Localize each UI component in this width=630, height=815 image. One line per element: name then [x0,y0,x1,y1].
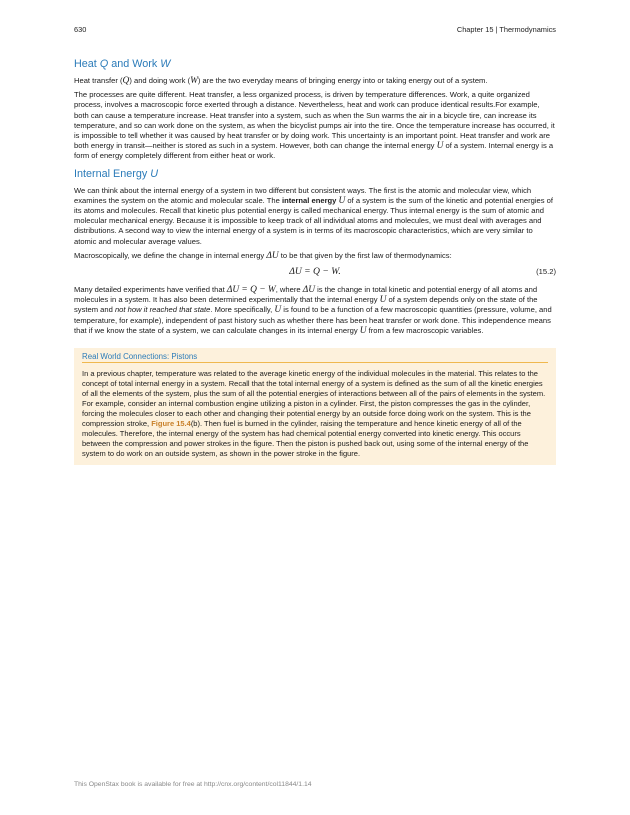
callout-title: Real World Connections: Pistons [82,351,548,363]
math-u: U [274,305,282,316]
math-q: Q [122,76,130,86]
text: Heat transfer ( [74,76,123,85]
text: Many detailed experiments have verified that [74,285,227,295]
text: from a few macroscopic variables. [366,325,484,335]
text: (b). Then fuel is burned in the cylinder, raising the temperature and hence kinetic energy of all of the molecules. Therefore, the internal energy of the system has had chemical potential energy converted into kinetic energy. This occurs between the compression and power strokes in the figure. Then the piston is pushed back out, using some of the internal energy of the system to do work on an outside system, as shown in the power stroke in the figure. [82,419,529,459]
text: Macroscopically, we define the change in internal energy [74,250,267,260]
text: , where [275,285,303,295]
callout-paragraph [82,369,548,459]
text: ) are the two everyday means of bringing energy into or taking energy out of a system. [197,76,488,85]
math-u: U [436,141,444,152]
math-u: U [338,195,346,206]
text: We can think about the internal energy of a system in two different but consistent ways. The first is the atomic and molecular view, which examines the system on the atomic and molecular scale. The [74,185,532,205]
text: of a system is the sum of the kinetic and potential energies of its atoms and molecules. Recall that kinetic plus potential energy is called mechanical energy. Thus internal energy is the sum of atomic and molecular mechanical energy. Because it is impossible to keep track of all individual atoms and molecules, we must deal with averages and distributions. A second way to view the internal energy of a system is in terms of its macroscopic characteristics, which are very similar to atomic and molecular average values. [74,195,553,246]
heading-text: Heat [74,58,100,70]
paragraph-internal-energy-views [74,186,556,247]
page-content [74,58,556,465]
math-delta-u: ΔU [302,285,315,296]
math-w: W [190,76,198,86]
text: ) and doing work ( [129,76,191,85]
callout-box-pistons [74,348,556,465]
page-header [74,25,556,37]
paragraph-experiments [74,285,556,336]
heading-variable-w: W [160,58,171,70]
emphasis-text: not how it reached that state [114,305,211,315]
paragraph-heat-work-intro [74,76,556,86]
text: is found to be a function of a few macroscopic quantities (pressure, volume, and temperature, for example), independent of past history such as whether there has been heat transfer or work done. This independence means that if we know the state of a system, we can calculate changes in its internal energy [74,305,552,335]
text: is the change in total kinetic and potential energy of all atoms and molecules in a system. It has also been determined experimentally that the internal energy [74,285,538,305]
text: . More specifically, [210,305,275,315]
term-internal-energy: internal energy [281,195,337,205]
text: of a system depends only on the state of the system and [74,295,538,315]
page-footer: This OpenStax book is available for free at http://cnx.org/content/col11844/1.14 [74,781,312,788]
equation-number: (15.2) [536,267,556,277]
section-heading-internal-energy [74,168,556,181]
text: to be that given by the first law of thermodynamics: [278,250,452,260]
text: In a previous chapter, temperature was related to the average kinetic energy of the individual molecules in the material. This relates to the concept of total internal energy in a system. Recall that the total internal energy of a system is defined as the sum of all the kinetic energies of all the elements of the system, plus the sum of all the potential energies of interactions between all of the pairs of elements in the system. For example, consider an internal combustion engine utilizing a piston in a cylinder. First, the piston compresses the gas in the cylinder, forcing the molecules closer to each other and changing their potential energy by an outside force doing work on the system. This is the compression stroke, [82,369,546,429]
math-u: U [379,295,387,306]
paragraph-processes [74,90,556,161]
heading-variable-u: U [150,167,159,180]
figure-link[interactable]: Figure 15.4 [151,419,191,429]
heading-variable-q: Q [99,58,109,70]
text: of a system. Internal energy is a form of energy completely different from either heat or work. [74,141,554,161]
section-heading-heat-work [74,58,556,71]
math-first-law: ΔU = Q − W [226,285,276,296]
text: The processes are quite different. Heat transfer, a less organized process, is driven by temperature differences. Work, a quite organized process, involves a macroscopic force exerted through a distance. Nevertheless, heat and work can produce identical results.For example, both can cause a temperature increase. Heat transfer into a system, such as when the Sun warms the air in a bicycle tire, can increase its temperature, and so can work done on the system, as when the bicyclist pumps air into the tire. Once the temperature increase has occurred, it is impossible to tell whether it was caused by heat transfer or by doing work. This uncertainty is an important point. Heat transfer and work are both energy in transit—neither is stored as such in a system. However, both can change the internal energy [74,90,555,151]
math-delta-u: ΔU [266,250,279,261]
equation-text: ΔU = Q − W. [289,266,341,278]
chapter-title: Chapter 15 | Thermodynamics [456,25,556,34]
math-u: U [359,325,367,336]
page-number: 630 [74,25,87,34]
paragraph-macroscopic-definition [74,251,556,261]
heading-text: and Work [108,58,161,70]
equation-first-law [74,265,556,281]
heading-text: Internal Energy [74,167,151,180]
